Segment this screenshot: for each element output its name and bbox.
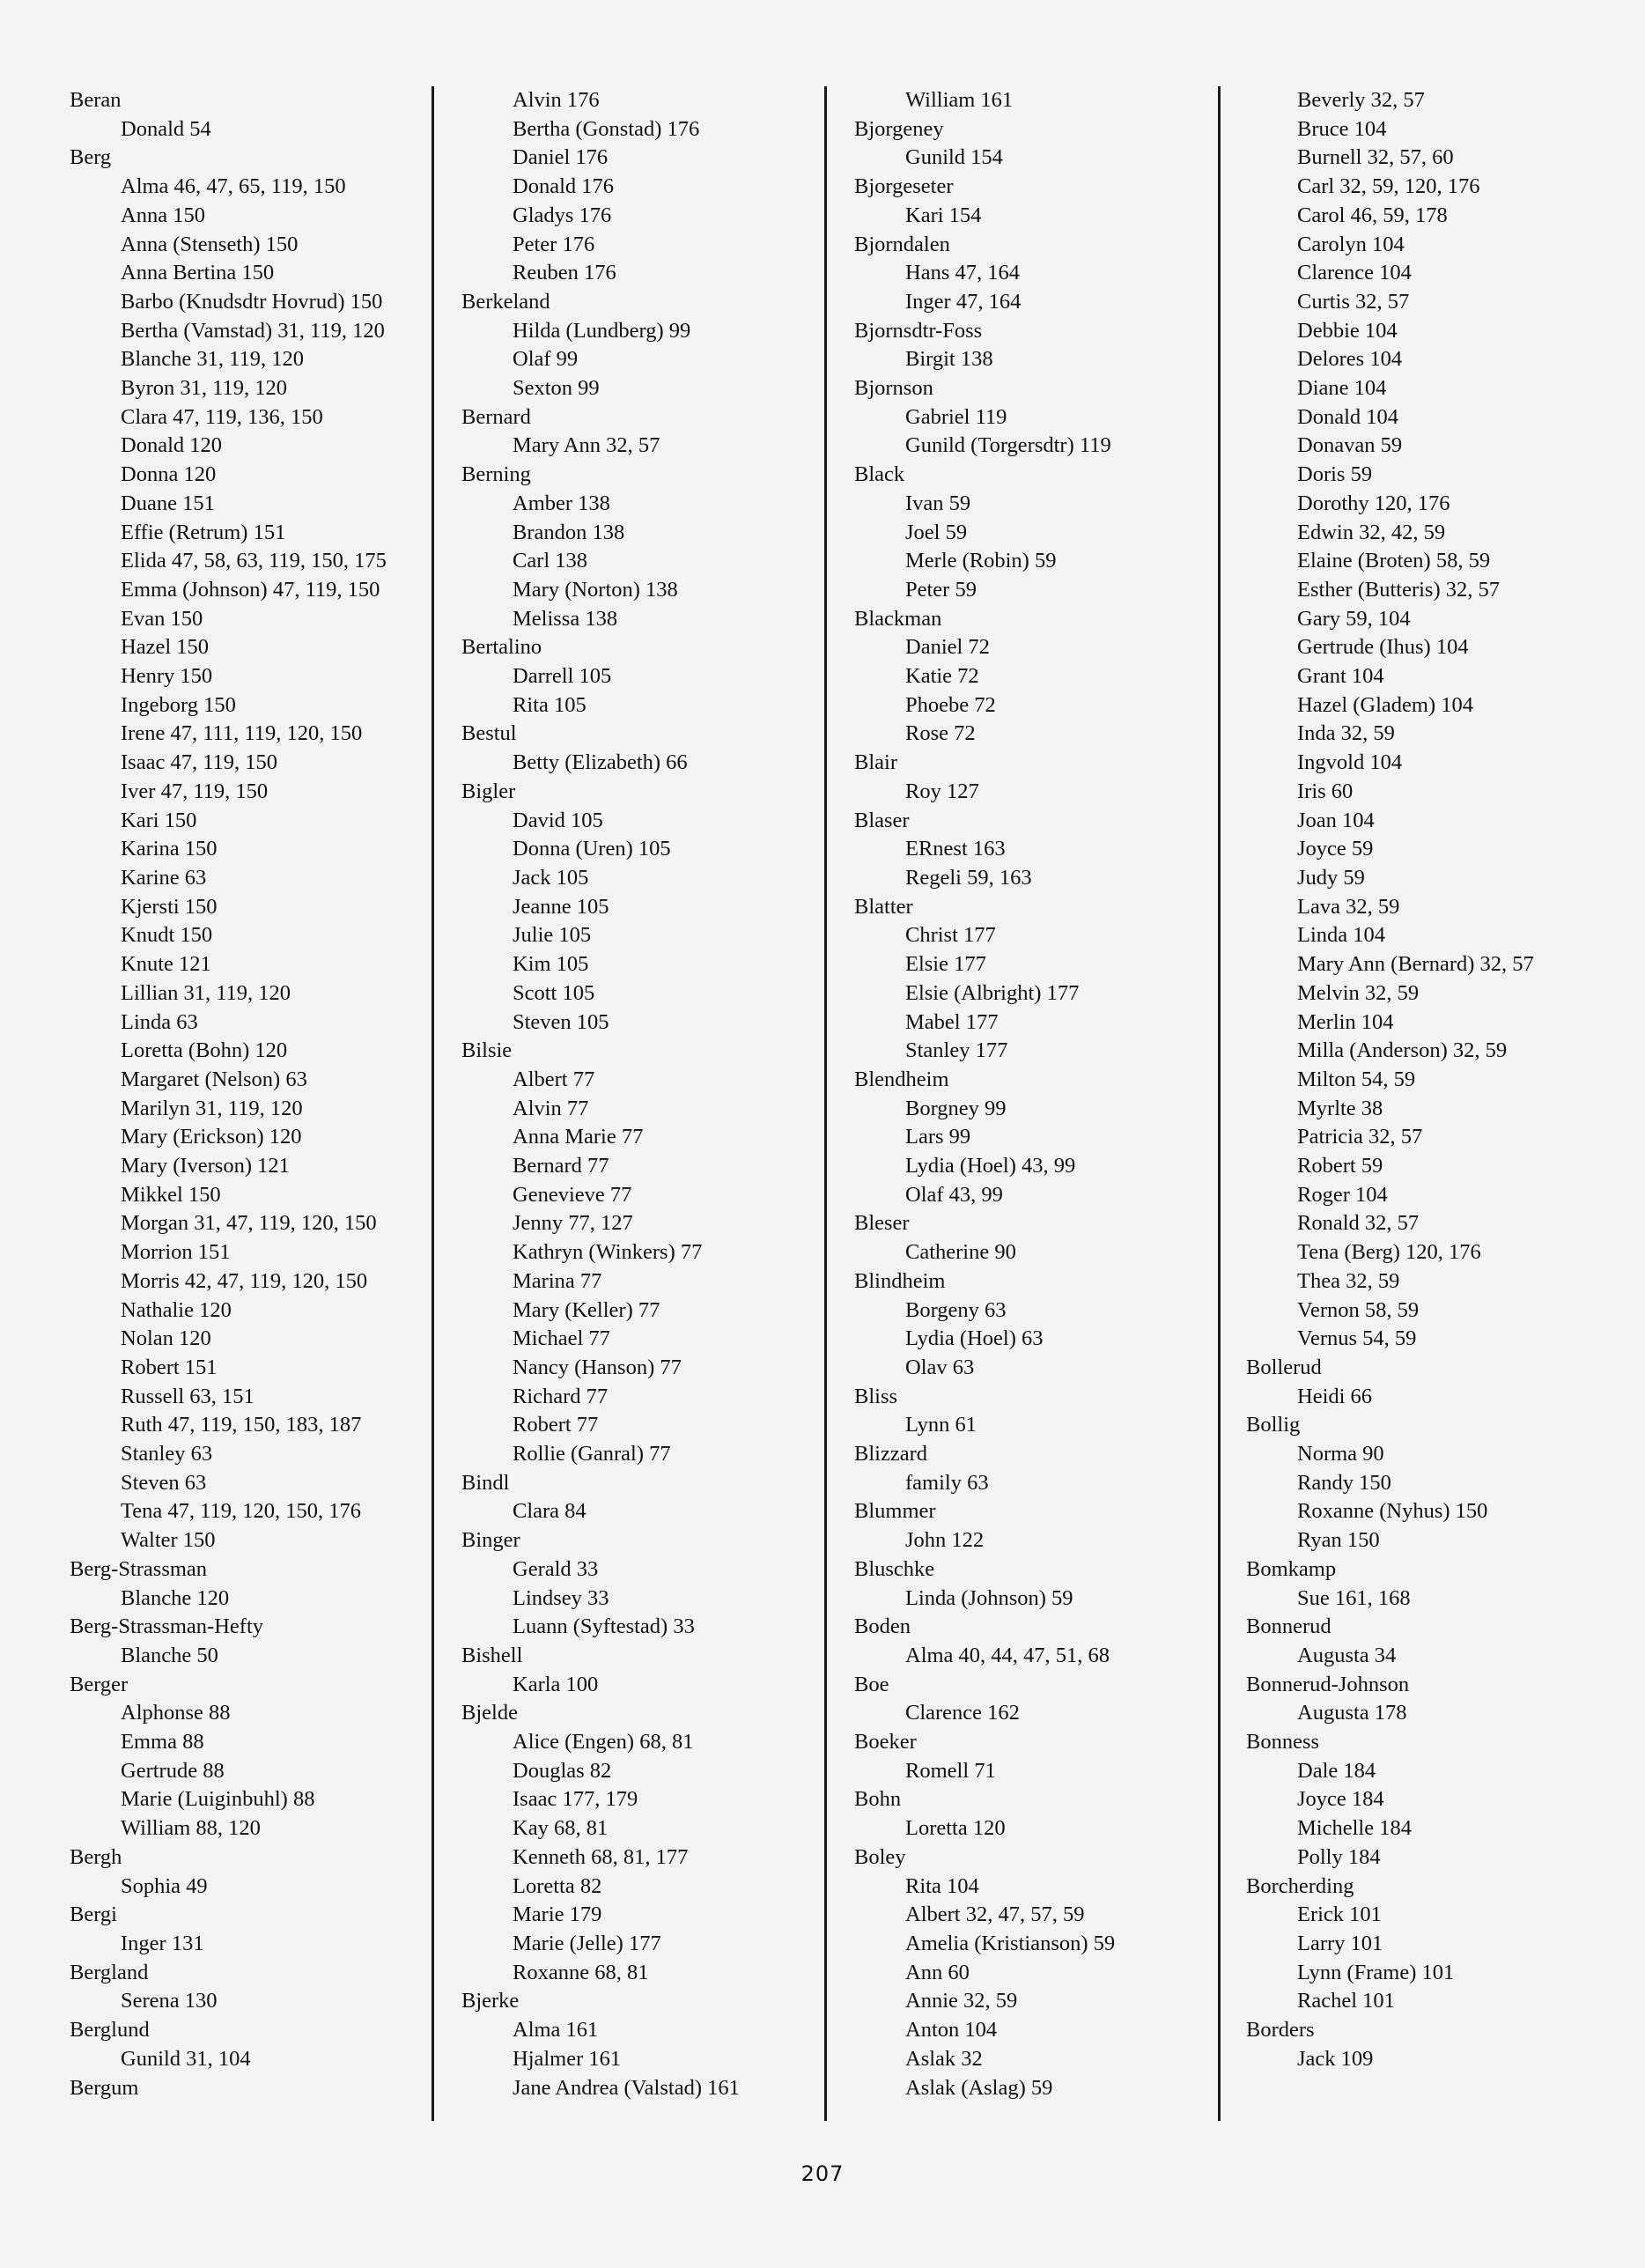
- index-entry: Robert 59: [1297, 1154, 1383, 1178]
- index-entry: Katie 72: [905, 664, 979, 689]
- surname-heading: Bindl: [461, 1470, 510, 1495]
- index-entry: Regeli 59, 163: [905, 865, 1032, 890]
- index-entry: Isaac 47, 119, 150: [121, 750, 278, 775]
- index-entry: Milton 54, 59: [1297, 1067, 1416, 1091]
- index-entry: Russell 63, 151: [121, 1384, 254, 1408]
- index-entry: Debbie 104: [1297, 318, 1398, 343]
- index-entry: Peter 176: [513, 232, 595, 256]
- surname-heading: Bergum: [70, 2075, 139, 2100]
- column-divider: [1218, 86, 1221, 2121]
- index-entry: Daniel 176: [513, 145, 609, 170]
- index-entry: Augusta 178: [1297, 1701, 1407, 1725]
- index-entry: Aslak 32: [905, 2046, 983, 2071]
- index-entry: Heidi 66: [1297, 1384, 1373, 1408]
- index-entry: family 63: [905, 1470, 989, 1495]
- index-entry: Roxanne 68, 81: [513, 1960, 649, 1984]
- index-entry: Morris 42, 47, 119, 120, 150: [121, 1268, 368, 1293]
- index-entry: Stanley 63: [121, 1442, 213, 1466]
- index-entry: Joyce 184: [1297, 1787, 1384, 1812]
- index-entry: ERnest 163: [905, 837, 1006, 861]
- index-entry: Morgan 31, 47, 119, 120, 150: [121, 1211, 377, 1236]
- index-entry: Karla 100: [513, 1672, 599, 1696]
- index-entry: Inda 32, 59: [1297, 721, 1395, 746]
- index-entry: Robert 151: [121, 1355, 218, 1379]
- index-entry: Darrell 105: [513, 664, 612, 689]
- index-entry: Luann (Syftestad) 33: [513, 1614, 695, 1639]
- index-entry: Loretta (Bohn) 120: [121, 1038, 288, 1063]
- index-entry: Gertrude (Ihus) 104: [1297, 635, 1469, 660]
- index-entry: Robert 77: [513, 1413, 599, 1437]
- index-entry: Knute 121: [121, 952, 211, 977]
- surname-heading: Berg: [70, 145, 112, 170]
- surname-heading: Blendheim: [854, 1067, 949, 1091]
- index-entry: Byron 31, 119, 120: [121, 376, 287, 401]
- index-entry: Nolan 120: [121, 1326, 211, 1351]
- index-entry: Hjalmer 161: [513, 2046, 622, 2071]
- index-entry: Ronald 32, 57: [1297, 1211, 1420, 1236]
- surname-heading: Black: [854, 462, 905, 487]
- index-entry: Anna (Stenseth) 150: [121, 232, 299, 256]
- index-entry: Roger 104: [1297, 1182, 1388, 1207]
- index-entry: Lars 99: [905, 1125, 971, 1149]
- surname-heading: Binger: [461, 1528, 520, 1553]
- surname-heading: Bishell: [461, 1643, 523, 1667]
- index-entry: Henry 150: [121, 664, 213, 689]
- index-entry: Hilda (Lundberg) 99: [513, 318, 691, 343]
- index-entry: Nathalie 120: [121, 1297, 232, 1322]
- index-entry: Brandon 138: [513, 520, 625, 544]
- index-entry: Evan 150: [121, 606, 203, 631]
- index-entry: Lydia (Hoel) 43, 99: [905, 1154, 1076, 1178]
- index-entry: Gunild 154: [905, 145, 1003, 170]
- index-entry: Alma 46, 47, 65, 119, 150: [121, 174, 346, 199]
- index-entry: Gerald 33: [513, 1556, 599, 1581]
- surname-heading: Bonnerud-Johnson: [1246, 1672, 1410, 1696]
- index-entry: Loretta 82: [513, 1873, 602, 1898]
- index-entry: Karina 150: [121, 837, 218, 861]
- index-entry: Merle (Robin) 59: [905, 549, 1057, 573]
- index-entry: Gertrude 88: [121, 1758, 225, 1783]
- index-entry: Melissa 138: [513, 606, 618, 631]
- index-entry: Edwin 32, 42, 59: [1297, 520, 1446, 544]
- column-divider: [824, 86, 827, 2121]
- index-entry: Douglas 82: [513, 1758, 612, 1783]
- index-entry: Margaret (Nelson) 63: [121, 1067, 307, 1091]
- index-entry: Knudt 150: [121, 923, 213, 948]
- surname-heading: Bollerud: [1246, 1355, 1322, 1379]
- index-column-2: [461, 86, 831, 2102]
- surname-heading: Bohn: [854, 1787, 902, 1812]
- surname-heading: Bonnerud: [1246, 1614, 1331, 1639]
- index-entry: Sophia 49: [121, 1873, 208, 1898]
- index-entry: Alma 161: [513, 2018, 599, 2043]
- surname-heading: Bjelde: [461, 1701, 518, 1725]
- surname-heading: Boeker: [854, 1730, 917, 1755]
- index-entry: Vernon 58, 59: [1297, 1297, 1420, 1322]
- index-entry: Elsie (Albright) 177: [905, 980, 1080, 1005]
- index-entry: Jeanne 105: [513, 894, 609, 919]
- surname-heading: Berg-Strassman: [70, 1556, 208, 1581]
- surname-heading: Berning: [461, 462, 531, 487]
- index-entry: Joel 59: [905, 520, 968, 544]
- surname-heading: Bestul: [461, 721, 517, 746]
- index-entry: Duane 151: [121, 491, 215, 515]
- index-entry: Carl 32, 59, 120, 176: [1297, 174, 1480, 199]
- surname-heading: Bjorgeney: [854, 116, 944, 141]
- column-divider: [432, 86, 434, 2121]
- surname-heading: Berg-Strassman-Hefty: [70, 1614, 263, 1639]
- index-entry: Mikkel 150: [121, 1182, 221, 1207]
- index-entry: Alphonse 88: [121, 1701, 231, 1725]
- surname-heading: Blindheim: [854, 1268, 946, 1293]
- index-entry: Delores 104: [1297, 347, 1403, 372]
- index-entry: Nancy (Hanson) 77: [513, 1355, 682, 1379]
- index-entry: Mary (Erickson) 120: [121, 1125, 302, 1149]
- surname-heading: Bjerke: [461, 1989, 520, 2013]
- index-entry: Steven 63: [121, 1470, 207, 1495]
- surname-heading: Bluschke: [854, 1556, 935, 1581]
- surname-heading: Borcherding: [1246, 1873, 1354, 1898]
- index-entry: Larry 101: [1297, 1932, 1383, 1955]
- index-entry: Donald 176: [513, 174, 614, 199]
- surname-heading: Berger: [70, 1672, 129, 1696]
- index-entry: Blanche 50: [121, 1643, 218, 1667]
- index-entry: Thea 32, 59: [1297, 1268, 1400, 1293]
- index-entry: Michelle 184: [1297, 1816, 1412, 1841]
- index-entry: Marie (Jelle) 177: [513, 1932, 661, 1955]
- index-entry: Ruth 47, 119, 150, 183, 187: [121, 1413, 362, 1437]
- surname-heading: Bleser: [854, 1211, 910, 1236]
- index-entry: David 105: [513, 808, 603, 832]
- index-entry: Mary Ann 32, 57: [513, 433, 660, 458]
- index-entry: Jane Andrea (Valstad) 161: [513, 2075, 740, 2100]
- index-entry: Emma 88: [121, 1730, 204, 1755]
- index-entry: Bernard 77: [513, 1154, 609, 1178]
- index-entry: Clarence 162: [905, 1701, 1020, 1725]
- surname-heading: Bjornson: [854, 376, 933, 401]
- index-entry: Hans 47, 164: [905, 261, 1020, 285]
- surname-heading: Bertalino: [461, 635, 542, 660]
- index-entry: Betty (Elizabeth) 66: [513, 750, 688, 775]
- surname-heading: Blaser: [854, 808, 910, 832]
- index-entry: Bertha (Vamstad) 31, 119, 120: [121, 318, 385, 343]
- index-entry: Gunild (Torgersdtr) 119: [905, 433, 1111, 458]
- index-entry: Mary (Keller) 77: [513, 1297, 660, 1322]
- surname-heading: Bonness: [1246, 1730, 1320, 1755]
- surname-heading: Bjorndalen: [854, 232, 950, 256]
- index-entry: Karine 63: [121, 865, 207, 890]
- index-entry: Alice (Engen) 68, 81: [513, 1730, 694, 1755]
- index-entry: Patricia 32, 57: [1297, 1125, 1423, 1149]
- index-entry: Kim 105: [513, 952, 589, 977]
- index-entry: Lindsey 33: [513, 1585, 609, 1610]
- index-entry: Elaine (Broten) 58, 59: [1297, 549, 1491, 573]
- index-entry: Marilyn 31, 119, 120: [121, 1096, 303, 1120]
- index-entry: Anna Bertina 150: [121, 261, 275, 285]
- index-column-4: [1246, 86, 1616, 2074]
- surname-heading: Bergh: [70, 1844, 122, 1869]
- index-entry: Marina 77: [513, 1268, 602, 1293]
- index-entry: Donald 54: [121, 116, 211, 141]
- index-entry: Aslak (Aslag) 59: [905, 2075, 1053, 2100]
- index-entry: Loretta 120: [905, 1816, 1006, 1841]
- index-entry: Iver 47, 119, 150: [121, 779, 269, 803]
- index-entry: Lynn 61: [905, 1413, 977, 1437]
- index-entry: Norma 90: [1297, 1442, 1384, 1466]
- index-entry: Ann 60: [905, 1960, 970, 1984]
- index-entry: Randy 150: [1297, 1470, 1391, 1495]
- index-entry: Olaf 99: [513, 347, 579, 372]
- index-entry: Joyce 59: [1297, 837, 1374, 861]
- index-entry: Phoebe 72: [905, 692, 996, 717]
- index-entry: Marie 179: [513, 1902, 602, 1927]
- surname-heading: Bergland: [70, 1960, 149, 1984]
- index-entry: Tena 47, 119, 120, 150, 176: [121, 1499, 361, 1524]
- index-entry: Rose 72: [905, 721, 976, 746]
- index-entry: Emma (Johnson) 47, 119, 150: [121, 577, 380, 602]
- page-number: 207: [800, 2161, 845, 2186]
- index-entry: Christ 177: [905, 923, 996, 948]
- index-entry: Lydia (Hoel) 63: [905, 1326, 1044, 1351]
- index-entry: Clara 84: [513, 1499, 586, 1524]
- index-entry: Jack 109: [1297, 2046, 1374, 2071]
- index-entry: Donna 120: [121, 462, 217, 487]
- surname-heading: Bliss: [854, 1384, 898, 1408]
- index-entry: Inger 131: [121, 1932, 204, 1955]
- surname-heading: Borders: [1246, 2018, 1315, 2043]
- index-entry: Donna (Uren) 105: [513, 837, 671, 861]
- index-entry: Rita 105: [513, 692, 586, 717]
- index-entry: Gunild 31, 104: [121, 2046, 251, 2071]
- index-entry: Kay 68, 81: [513, 1816, 609, 1841]
- index-entry: Alvin 176: [513, 88, 600, 112]
- index-entry: Kathryn (Winkers) 77: [513, 1240, 703, 1265]
- index-entry: Isaac 177, 179: [513, 1787, 638, 1812]
- index-entry: Carol 46, 59, 178: [1297, 203, 1448, 227]
- index-entry: Gabriel 119: [905, 404, 1007, 429]
- index-entry: Birgit 138: [905, 347, 993, 372]
- index-entry: Merlin 104: [1297, 1009, 1394, 1034]
- index-entry: Anton 104: [905, 2018, 998, 2043]
- index-entry: Gary 59, 104: [1297, 606, 1411, 631]
- index-entry: Lynn (Frame) 101: [1297, 1960, 1455, 1984]
- index-entry: Dale 184: [1297, 1758, 1376, 1783]
- index-entry: Curtis 32, 57: [1297, 289, 1410, 314]
- index-entry: Mabel 177: [905, 1009, 999, 1034]
- index-entry: Dorothy 120, 176: [1297, 491, 1450, 515]
- index-entry: Carl 138: [513, 549, 588, 573]
- index-entry: Borgeny 63: [905, 1297, 1007, 1322]
- index-entry: Rachel 101: [1297, 1989, 1395, 2013]
- index-entry: Augusta 34: [1297, 1643, 1397, 1667]
- index-entry: Stanley 177: [905, 1038, 1008, 1063]
- index-entry: Myrlte 38: [1297, 1096, 1383, 1120]
- surname-heading: Blizzard: [854, 1442, 927, 1466]
- index-entry: Daniel 72: [905, 635, 990, 660]
- index-entry: Clarence 104: [1297, 261, 1412, 285]
- index-entry: Walter 150: [121, 1528, 216, 1553]
- index-entry: Olaf 43, 99: [905, 1182, 1003, 1207]
- index-entry: Burnell 32, 57, 60: [1297, 145, 1454, 170]
- index-entry: Donald 104: [1297, 404, 1398, 429]
- index-entry: Doris 59: [1297, 462, 1373, 487]
- index-entry: Judy 59: [1297, 865, 1365, 890]
- index-entry: Polly 184: [1297, 1844, 1381, 1869]
- surname-heading: Blackman: [854, 606, 942, 631]
- index-column-3: [854, 86, 1224, 2102]
- surname-heading: Beran: [70, 88, 122, 112]
- index-entry: Morrion 151: [121, 1240, 231, 1265]
- index-entry: Elsie 177: [905, 952, 986, 977]
- surname-heading: Boley: [854, 1844, 906, 1869]
- index-entry: Alma 40, 44, 47, 51, 68: [905, 1643, 1110, 1667]
- index-entry: Ivan 59: [905, 491, 971, 515]
- index-entry: Inger 47, 164: [905, 289, 1022, 314]
- index-entry: Roy 127: [905, 779, 979, 803]
- surname-heading: Bigler: [461, 779, 516, 803]
- index-entry: Ingeborg 150: [121, 692, 236, 717]
- index-entry: Alvin 77: [513, 1096, 589, 1120]
- index-entry: Grant 104: [1297, 664, 1384, 689]
- index-entry: Elida 47, 58, 63, 119, 150, 175: [121, 549, 387, 573]
- index-entry: Jack 105: [513, 865, 589, 890]
- index-entry: Anna 150: [121, 203, 205, 227]
- index-entry: Linda 63: [121, 1009, 198, 1034]
- index-entry: Serena 130: [121, 1989, 218, 2013]
- surname-heading: Boden: [854, 1614, 911, 1639]
- index-entry: Sexton 99: [513, 376, 600, 401]
- index-entry: Hazel 150: [121, 635, 209, 660]
- index-entry: Reuben 176: [513, 261, 616, 285]
- index-entry: Amelia (Kristianson) 59: [905, 1932, 1116, 1955]
- index-entry: William 161: [905, 88, 1014, 112]
- index-entry: Donavan 59: [1297, 433, 1403, 458]
- index-entry: Bruce 104: [1297, 116, 1387, 141]
- index-entry: Richard 77: [513, 1384, 609, 1408]
- index-entry: Donald 120: [121, 433, 222, 458]
- index-entry: Irene 47, 111, 119, 120, 150: [121, 721, 363, 746]
- surname-heading: Blair: [854, 750, 897, 775]
- surname-heading: Boe: [854, 1672, 889, 1696]
- index-entry: Kjersti 150: [121, 894, 218, 919]
- surname-heading: Berkeland: [461, 289, 550, 314]
- index-entry: Mary Ann (Bernard) 32, 57: [1297, 952, 1534, 977]
- index-entry: Roxanne (Nyhus) 150: [1297, 1499, 1488, 1524]
- index-entry: Catherine 90: [905, 1240, 1016, 1265]
- index-entry: Julie 105: [513, 923, 592, 948]
- index-entry: Milla (Anderson) 32, 59: [1297, 1038, 1508, 1063]
- index-entry: Amber 138: [513, 491, 610, 515]
- index-entry: Lillian 31, 119, 120: [121, 980, 291, 1005]
- index-entry: Olav 63: [905, 1355, 975, 1379]
- index-entry: Lava 32, 59: [1297, 894, 1400, 919]
- index-entry: Gladys 176: [513, 203, 612, 227]
- index-entry: Annie 32, 59: [905, 1989, 1018, 2013]
- index-entry: Effie (Retrum) 151: [121, 520, 286, 544]
- index-entry: Barbo (Knudsdtr Hovrud) 150: [121, 289, 383, 314]
- index-entry: Genevieve 77: [513, 1182, 632, 1207]
- index-entry: Kari 154: [905, 203, 982, 227]
- index-entry: Linda 104: [1297, 923, 1386, 948]
- index-entry: Clara 47, 119, 136, 150: [121, 404, 323, 429]
- index-entry: Albert 32, 47, 57, 59: [905, 1902, 1085, 1927]
- index-entry: Jenny 77, 127: [513, 1211, 633, 1236]
- index-entry: Peter 59: [905, 577, 977, 602]
- index-entry: Michael 77: [513, 1326, 610, 1351]
- index-entry: Blanche 31, 119, 120: [121, 347, 304, 372]
- index-entry: Tena (Berg) 120, 176: [1297, 1240, 1481, 1265]
- surname-heading: Blummer: [854, 1499, 936, 1524]
- index-entry: Rollie (Ganral) 77: [513, 1442, 671, 1466]
- index-entry: Marie (Luiginbuhl) 88: [121, 1787, 315, 1812]
- index-entry: Melvin 32, 59: [1297, 980, 1420, 1005]
- surname-heading: Bollig: [1246, 1413, 1301, 1437]
- index-entry: Mary (Iverson) 121: [121, 1154, 290, 1178]
- index-entry: Kenneth 68, 81, 177: [513, 1844, 689, 1869]
- index-entry: Blanche 120: [121, 1585, 230, 1610]
- surname-heading: Bilsie: [461, 1038, 513, 1063]
- surname-heading: Bjornsdtr-Foss: [854, 318, 983, 343]
- surname-heading: Bergi: [70, 1902, 117, 1927]
- index-entry: William 88, 120: [121, 1816, 261, 1841]
- index-entry: Beverly 32, 57: [1297, 88, 1425, 112]
- surname-heading: Bjorgeseter: [854, 174, 954, 199]
- index-entry: Joan 104: [1297, 808, 1375, 832]
- surname-heading: Berglund: [70, 2018, 150, 2043]
- index-entry: Ingvold 104: [1297, 750, 1403, 775]
- index-entry: Vernus 54, 59: [1297, 1326, 1417, 1351]
- index-entry: Steven 105: [513, 1009, 609, 1034]
- index-entry: Iris 60: [1297, 779, 1354, 803]
- index-entry: Albert 77: [513, 1067, 595, 1091]
- index-entry: Rita 104: [905, 1873, 979, 1898]
- index-entry: Bertha (Gonstad) 176: [513, 116, 700, 141]
- index-entry: Erick 101: [1297, 1902, 1382, 1927]
- index-entry: Kari 150: [121, 808, 197, 832]
- index-entry: Ryan 150: [1297, 1528, 1380, 1553]
- index-entry: Scott 105: [513, 980, 595, 1005]
- surname-heading: Blatter: [854, 894, 913, 919]
- index-column-1: [70, 86, 439, 2102]
- surname-heading: Bomkamp: [1246, 1556, 1337, 1581]
- index-entry: Romell 71: [905, 1758, 996, 1783]
- index-entry: Mary (Norton) 138: [513, 577, 678, 602]
- index-entry: Diane 104: [1297, 376, 1387, 401]
- index-entry: Borgney 99: [905, 1096, 1007, 1120]
- index-entry: Esther (Butteris) 32, 57: [1297, 577, 1500, 602]
- index-entry: Sue 161, 168: [1297, 1585, 1411, 1610]
- index-entry: John 122: [905, 1528, 985, 1553]
- index-entry: Carolyn 104: [1297, 232, 1405, 256]
- index-entry: Hazel (Gladem) 104: [1297, 692, 1473, 717]
- index-entry: Linda (Johnson) 59: [905, 1585, 1073, 1610]
- surname-heading: Bernard: [461, 404, 531, 429]
- index-entry: Anna Marie 77: [513, 1125, 644, 1149]
